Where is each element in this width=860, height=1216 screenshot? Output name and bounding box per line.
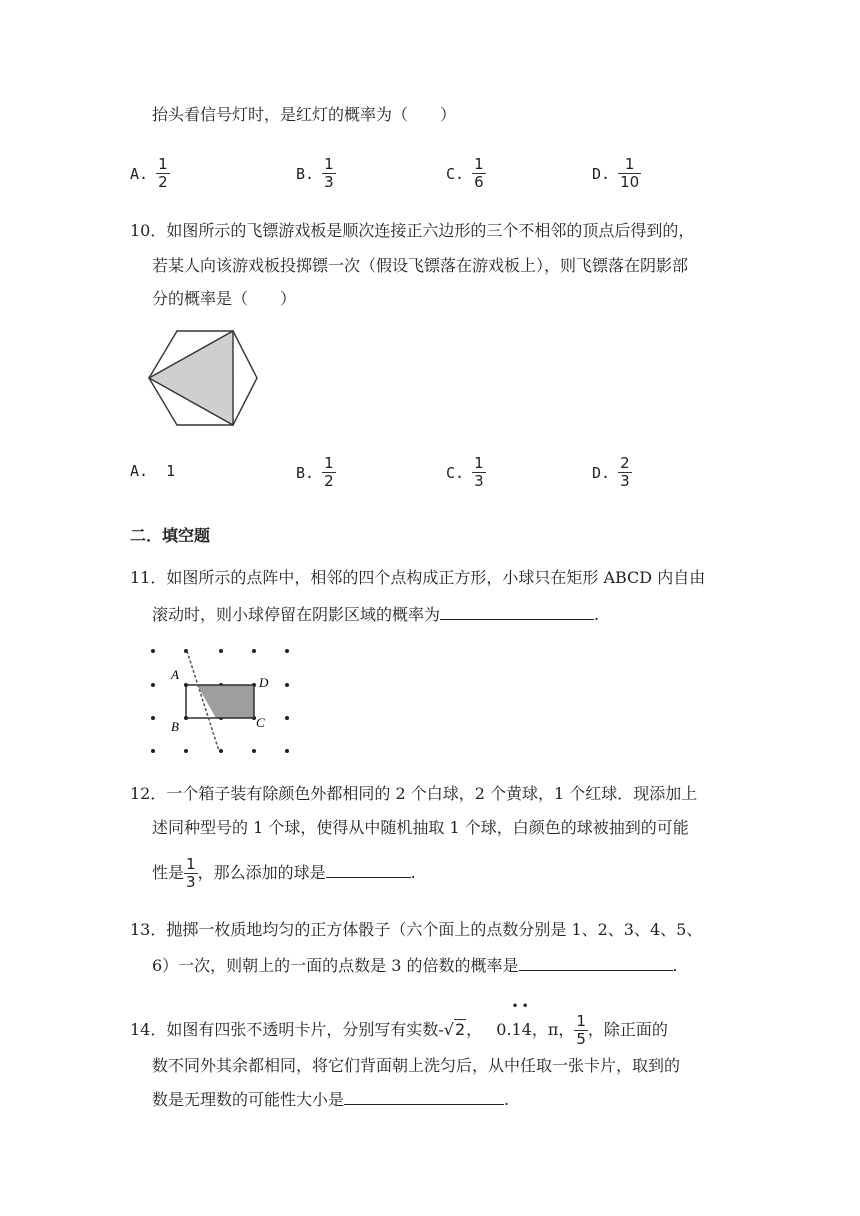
answer-blank[interactable] [344, 1088, 504, 1105]
q14-line1 [130, 999, 668, 1050]
denominator: 3 [474, 472, 484, 490]
q12-line3-text: 性是 [152, 863, 185, 882]
denominator: 3 [620, 472, 630, 490]
q14-line3-text: 数是无理数的可能性大小是 [152, 1090, 345, 1109]
q11-line2-text: 滚动时，则小球停留在阴影区域的概率为 [152, 605, 441, 624]
q12-line1: 12．一个箱子装有除颜色外都相同的 2 个白球，2 个黄球，1 个红球．现添加上 [130, 784, 698, 803]
radicand: 2 [454, 1020, 466, 1039]
q12-line3 [152, 853, 416, 893]
label-b: B [171, 719, 179, 734]
q13-line1: 13．抛掷一枚质地均匀的正方体骰子（六个面上的点数分别是 1、2、3、4、5、 [130, 920, 703, 939]
repeating-digit [521, 999, 532, 1050]
option-letter: C. [446, 164, 465, 183]
fraction [322, 455, 336, 490]
q10-option-d [592, 455, 632, 490]
q9-stem-tail: 抬头看信号灯时，是红灯的概率为（ ） [152, 105, 457, 124]
q14-line1-text: 14．如图有四张不透明卡片，分别写有实数 [130, 1020, 439, 1039]
q10-line1: 10．如图所示的飞镖游戏板是顺次连接正六边形的三个不相邻的顶点后得到的， [130, 221, 695, 240]
fraction [472, 156, 486, 191]
fraction [618, 455, 632, 490]
q11-line2 [152, 603, 599, 625]
answer-blank[interactable] [326, 861, 411, 878]
period: . [504, 1090, 510, 1109]
label-d: D [259, 675, 269, 690]
comma: ， [466, 1020, 483, 1039]
label-a: A [171, 667, 179, 682]
dot-lattice-figure [143, 643, 295, 757]
comma: ， [558, 1020, 575, 1039]
period: . [594, 605, 600, 624]
option-letter: A. [130, 462, 149, 480]
fraction [574, 1013, 588, 1048]
fraction [472, 455, 486, 490]
label-c: C [256, 715, 265, 730]
digit: 1 [511, 1020, 522, 1039]
numerator: 1 [158, 155, 168, 173]
q10-option-c [446, 455, 486, 490]
denominator: 2 [158, 173, 168, 191]
option-letter: C. [446, 463, 465, 482]
option-value: 1 [166, 462, 176, 480]
option-letter: D. [592, 164, 611, 183]
repeat-dot: • [521, 999, 529, 1013]
repeating-decimal [496, 999, 532, 1039]
q9-option-a [130, 156, 170, 191]
fraction [184, 856, 198, 891]
fraction [322, 156, 336, 191]
q10-option-b [296, 455, 336, 490]
option-letter: B. [296, 164, 315, 183]
repeating-digit [511, 999, 522, 1050]
sqrt-expression: √2 [443, 1020, 466, 1039]
pi-symbol: π [547, 1020, 559, 1039]
numerator: 1 [186, 855, 196, 873]
shaded-region [197, 685, 254, 718]
numerator: 1 [624, 155, 635, 173]
q14-line1-text-post: ，除正面的 [587, 1020, 668, 1039]
denominator: 5 [576, 1030, 586, 1048]
q11-line1: 11．如图所示的点阵中，相邻的四个点构成正方形，小球只在矩形 ABCD 内自由 [130, 568, 706, 587]
denominator: 2 [324, 472, 334, 490]
numerator: 1 [576, 1012, 586, 1030]
repeat-dot: • [511, 999, 519, 1013]
period: . [410, 863, 416, 882]
decimal-int: 0. [496, 1020, 512, 1039]
q13-line2-text: 6）一次，则朝上的一面的点数是 3 的倍数的概率是 [152, 956, 519, 975]
q13-line2 [152, 954, 678, 976]
denominator: 6 [474, 173, 484, 191]
comma: ， [531, 1020, 548, 1039]
q14-line3 [152, 1088, 509, 1110]
section-heading: 二．填空题 [130, 526, 211, 545]
answer-blank[interactable] [519, 954, 673, 971]
q10-option-a [130, 462, 175, 480]
option-letter: D. [592, 463, 611, 482]
q14-line2: 数不同外其余都相同，将它们背面朝上洗匀后，从中任取一张卡片，取到的 [152, 1056, 681, 1075]
q10-line3: 分的概率是（ ） [152, 289, 297, 308]
denominator: 3 [324, 173, 334, 191]
numerator: 1 [474, 155, 484, 173]
numerator: 2 [620, 454, 630, 472]
numerator: 1 [474, 454, 484, 472]
q9-option-d [592, 156, 641, 191]
fraction [618, 156, 641, 191]
period: . [672, 956, 678, 975]
q10-line2: 若某人向该游戏板投掷镖一次（假设飞镖落在游戏板上），则飞镖落在阴影部 [152, 256, 689, 275]
fraction [156, 156, 170, 191]
denominator: 3 [186, 873, 196, 891]
q12-line2: 述同种型号的 1 个球，使得从中随机抽取 1 个球，白颜色的球被抽到的可能 [152, 818, 689, 837]
denominator: 10 [620, 173, 640, 191]
option-letter: A. [130, 164, 149, 183]
q9-option-c [446, 156, 486, 191]
option-letter: B. [296, 463, 315, 482]
digit: 4 [521, 1020, 532, 1039]
numerator: 1 [324, 155, 334, 173]
numerator: 1 [324, 454, 334, 472]
minus-sign: - [438, 1020, 444, 1039]
q12-line3-text-post: ，那么添加的球是 [197, 863, 326, 882]
q9-option-b [296, 156, 336, 191]
answer-blank[interactable] [440, 603, 594, 620]
hexagon-dartboard-figure [145, 328, 261, 428]
